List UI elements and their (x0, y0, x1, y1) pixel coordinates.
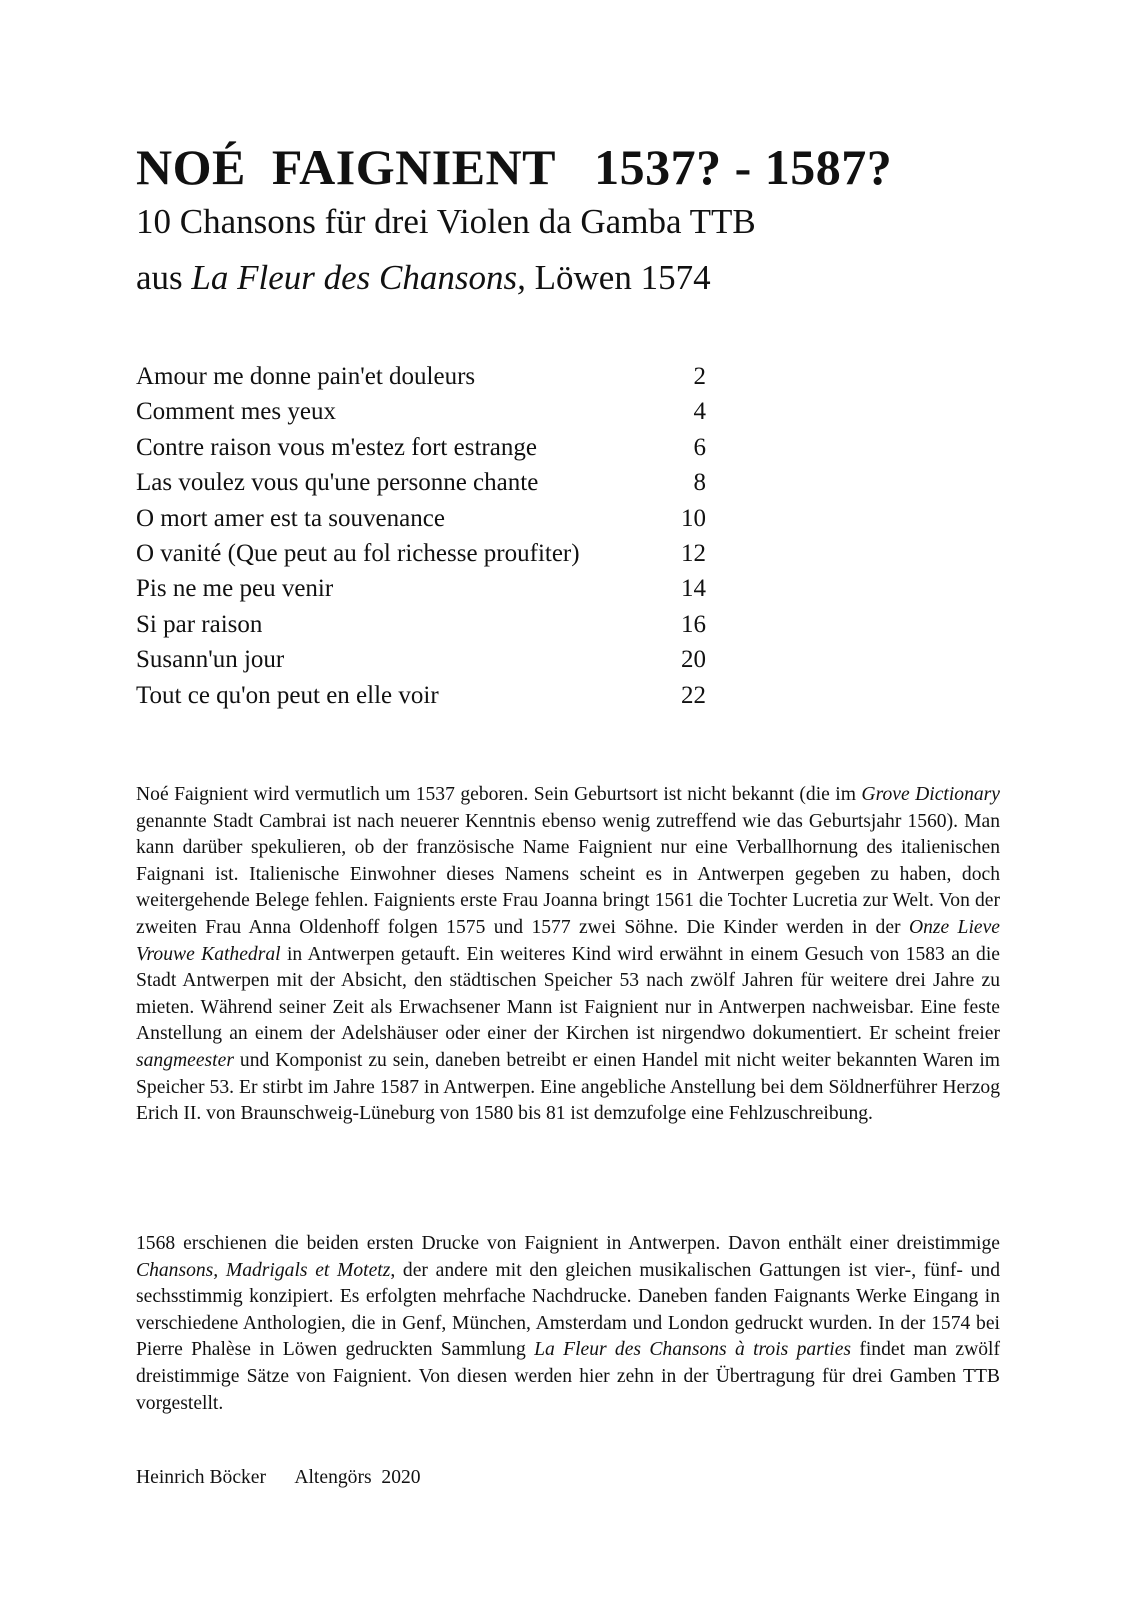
author-signature-line: Heinrich Böcker Altengörs 2020 (136, 1467, 421, 1488)
paragraph-text: in Antwerpen getauft. Ein weiteres Kind wird erwähnt in einem Gesuch von 1583 an die Stadt Antwerpen mit der Absicht, den städtischen Speicher 53 nach zwölf Jahren für weitere drei Jahre zu mieten. Während seiner Zeit als Erwachsener Mann ist Faignient nur in Antwerpen nachweisbar. Eine feste Anstellung an einem der Adelshäuser oder einer der Kirchen ist nirgendwo dokumentiert. Er scheint freier (136, 943, 1000, 1045)
paragraph-text: 1568 erschienen die beiden ersten Drucke von Faignient in Antwerpen. Davon enthält einer dreistimmige (136, 1233, 1000, 1254)
toc-entry (136, 433, 706, 472)
toc-entry-title: Las voulez vous qu'une personne chante (136, 469, 539, 497)
publication-paragraph (136, 1231, 1000, 1417)
toc-entry-title: Tout ce qu'on peut en elle voir (136, 681, 439, 709)
toc-entry-page: 12 (681, 539, 706, 567)
paragraph-text: genannte Stadt Cambrai ist nach neuerer Kenntnis ebenso wenig zutreffend wie das Geburtsjahr 1560). Man kann darüber spekulieren, ob der französische Name Faignient nur eine Verballhornung des italienischen Faignani ist. Italienische Einwohner dieses Namens scheint es in Antwerpen gegeben zu haben, doch weitergehende Belege fehlen. Faignients erste Frau Joanna bringt 1561 die Tochter Lucretia zur Welt. Von der zweiten Frau Anna Oldenhoff folgen 1575 und 1577 zwei Söhne. Die Kinder werden in der (136, 810, 1000, 938)
toc-entry (136, 575, 706, 613)
toc-entry-title: O vanité (Que peut au fol richesse proufiter) (136, 539, 580, 567)
toc-entry (136, 681, 706, 720)
toc-entry-page: 22 (681, 681, 706, 709)
toc-entry-page: 16 (681, 610, 706, 638)
subtitle-line-2 (136, 258, 711, 298)
paragraph-italic-text: Onze Lieve Vrouwe Kathedral (136, 916, 1000, 965)
toc-entry-page: 14 (681, 575, 706, 603)
toc-entry (136, 504, 706, 543)
paragraph-text: Noé Faignient wird vermutlich um 1537 geboren. Sein Geburtsort ist nicht bekannt (die im (136, 784, 862, 805)
page-title: NOÉ FAIGNIENT 1537? - 1587? (136, 139, 893, 195)
toc-entry-title: Contre raison vous m'estez fort estrange (136, 433, 537, 461)
toc-entry-page: 8 (693, 469, 706, 497)
biography-paragraph (136, 782, 1000, 1128)
toc-entry (136, 610, 706, 649)
toc-entry-title: O mort amer est ta souvenance (136, 504, 445, 532)
paragraph-italic-text: La Fleur des Chansons à trois parties (534, 1339, 852, 1361)
paragraph-text: findet man zwölf dreistimmige Sätze von Faignient. Von diesen werden hier zehn in der Übertragung für drei Gamben TTB vorgestellt. (136, 1339, 1000, 1414)
toc-entry-page: 20 (681, 646, 706, 674)
subtitle-suffix: Löwen 1574 (525, 258, 711, 297)
subtitle-line-1: 10 Chansons für drei Violen da Gamba TTB (136, 202, 756, 241)
table-of-contents (136, 363, 706, 720)
paragraph-italic-text: sangmeester (136, 1049, 234, 1071)
toc-entry-page: 10 (681, 504, 706, 532)
toc-entry-title: Pis ne me peu venir (136, 575, 334, 603)
toc-entry (136, 646, 706, 684)
toc-entry-title: Amour me donne pain'et douleurs (136, 363, 476, 390)
toc-entry (136, 363, 706, 401)
toc-entry (136, 539, 706, 578)
toc-entry-title: Comment mes yeux (136, 398, 336, 426)
subtitle-collection-title: La Fleur des Chansons, (191, 258, 526, 297)
paragraph-text: , der andere mit den gleichen musikalischen Gattungen ist vier-, fünf- und sechsstimmig konzipiert. Es erfolgten mehrfache Nachdrucke. Daneben fanden Faignants Werke Eingang in verschiedene Anthologien, die in Genf, München, Amsterdam und London gedruckt wurden. In der 1574 bei Pierre Phalèse in Löwen gedruckten Sammlung (136, 1259, 1001, 1361)
toc-entry-page: 4 (693, 398, 706, 426)
paragraph-italic-text: Chansons, Madrigals et Motetz (136, 1259, 391, 1281)
toc-entry-title: Si par raison (136, 610, 263, 638)
toc-entry-title: Susann'un jour (136, 646, 285, 674)
subtitle-prefix: aus (136, 258, 192, 297)
paragraph-text: und Komponist zu sein, daneben betreibt er einen Handel mit nicht weiter bekannten Waren im Speicher 53. Er stirbt im Jahre 1587 in Antwerpen. Eine angebliche Anstellung bei dem Söldnerführer Herzog Erich II. von Braunschweig-Lüneburg von 1580 bis 81 ist demzufolge eine Fehlzuschreibung. (136, 1049, 1000, 1125)
toc-entry-page: 2 (693, 363, 706, 390)
toc-entry-page: 6 (693, 433, 706, 461)
toc-entry (136, 398, 706, 436)
paragraph-italic-text: Grove Dictionary (861, 784, 1000, 805)
toc-entry (136, 469, 706, 507)
